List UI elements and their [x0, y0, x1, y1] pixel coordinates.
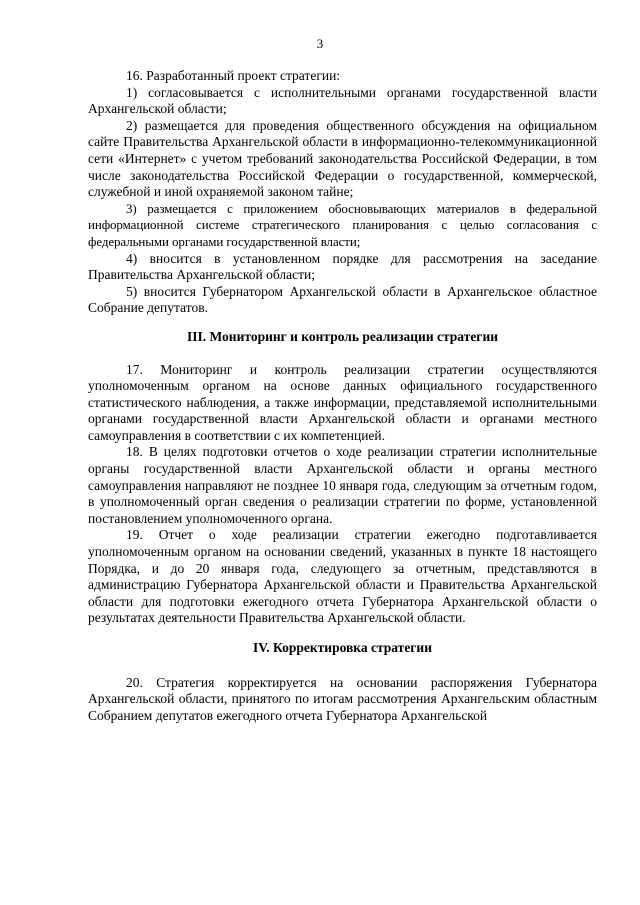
paragraph-19: 19. Отчет о ходе реализации стратегии ежегодно подготавливается уполномоченным органом на основании сведений, указанных в пункте 18 настоящего Порядка, и до 20 января года, следующего за отчетным, представляются в администрацию Губернатора Архангельской области и Правительства Архангельской области для подготовки ежегодного отчета Губернатора Архангельской области о результатах деятельности Правительства Архангельской области.	[88, 527, 597, 626]
paragraph-16-item-4: 4) вносится в установленном порядке для рассмотрения на заседание Правительства Архангельской области;	[88, 250, 597, 283]
paragraph-16-item-5: 5) вносится Губернатором Архангельской области в Архангельское областное Собрание депутатов.	[88, 283, 597, 316]
paragraph-16-item-3: 3) размещается с приложением обосновывающих материалов в федеральной информационной системе стратегического планирования с целью согласования с федеральными органами государственной власти;	[88, 200, 597, 249]
paragraph-16-item-2: 2) размещается для проведения общественного обсуждения на официальном сайте Правительства Архангельской области в информационно-телекоммуникационной сети «Интернет» с учетом требований законодательства Российской Федерации, в том числе законодательства Российской Федерации о государственной, коммерческой, служебной и иной охраняемой законом тайне;	[88, 117, 597, 200]
paragraph-16-item-1: 1) согласовывается с исполнительными органами государственной власти Архангельской области;	[88, 84, 597, 117]
paragraph-17: 17. Мониторинг и контроль реализации стратегии осуществляются уполномоченным органом на основе данных официального государственного статистического наблюдения, а также информации, представляемой исполнительными органами государственной власти Архангельской области и органами местного самоуправления в соответствии с их компетенцией.	[88, 361, 597, 443]
page-number: 3	[316, 36, 324, 51]
paragraph-20: 20. Стратегия корректируется на основании распоряжения Губернатора Архангельской области, принятого по итогам рассмотрения Архангельским областным Собранием депутатов ежегодного отчета Губернатора Архангельской	[88, 674, 597, 723]
document-body	[88, 68, 597, 724]
section-heading-3: III. Мониторинг и контроль реализации стратегии	[186, 328, 498, 344]
paragraph-18: 18. В целях подготовки отчетов о ходе реализации стратегии исполнительные органы государственной власти Архангельской области и органы местного самоуправления направляют не позднее 10 января года, следующим за отчетным годом, в уполномоченный орган сведения о реализации стратегии по форме, установленной постановлением уполномоченного органа.	[88, 444, 597, 526]
paragraph-16: 16. Разработанный проект стратегии:	[126, 68, 341, 83]
section-heading-4: IV. Корректировка стратегии	[253, 640, 432, 655]
